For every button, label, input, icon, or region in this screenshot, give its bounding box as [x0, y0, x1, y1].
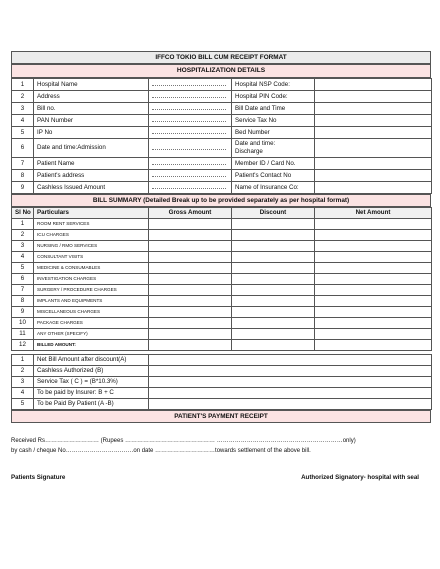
- bill-row: [12, 318, 432, 329]
- bill-row-number: 9: [12, 307, 34, 318]
- bill-row: [12, 307, 432, 318]
- bill-row-number: 1: [12, 219, 34, 230]
- patient-signature-label: Patients Signature: [11, 474, 66, 481]
- bill-row-number: 2: [12, 230, 34, 241]
- bill-row: [12, 285, 432, 296]
- col-particulars: Particulars: [34, 208, 149, 219]
- bill-row-gross[interactable]: [149, 252, 232, 263]
- hosp-row: [12, 79, 432, 91]
- bill-row-particular: MISCELLANEOUS CHARGES: [34, 307, 149, 318]
- bill-row-discount[interactable]: [232, 318, 315, 329]
- hosp-row-label-right: Hospital NSP Code:: [232, 79, 315, 91]
- hosp-row-value[interactable]: [149, 182, 232, 194]
- hosp-row-number: 6: [12, 139, 34, 158]
- hosp-row: [12, 127, 432, 139]
- receipt-line-payment: by cash / cheque No……………………….……on date …………………………towards settlement of the above bill.: [11, 448, 311, 454]
- bill-row-discount[interactable]: [232, 219, 315, 230]
- bill-row-discount[interactable]: [232, 340, 315, 351]
- summary-row-number: 3: [12, 377, 34, 388]
- hosp-row-label-right: Bill Date and Time: [232, 103, 315, 115]
- hosp-row-label-right: Service Tax No: [232, 115, 315, 127]
- bill-row-discount[interactable]: [232, 252, 315, 263]
- hosp-row-label: Date and time:Admission: [34, 139, 149, 158]
- bill-row-number: 5: [12, 263, 34, 274]
- hosp-row-value-right[interactable]: [315, 158, 432, 170]
- bill-row-number: 12: [12, 340, 34, 351]
- hosp-row: [12, 158, 432, 170]
- bill-row-particular: ROOM RENT SERVICES: [34, 219, 149, 230]
- summary-row-value[interactable]: [149, 377, 432, 388]
- hosp-row-number: 2: [12, 91, 34, 103]
- hosp-row-label: Bill no.: [34, 103, 149, 115]
- bill-row-particular: IMPLANTS AND EQUIPMENTS: [34, 296, 149, 307]
- hosp-row-value-right[interactable]: [315, 170, 432, 182]
- payment-receipt-header: PATIENT'S PAYMENT RECEIPT: [11, 410, 431, 423]
- bill-row-particular: SURGERY / PROCEDURE CHARGES: [34, 285, 149, 296]
- hosp-row-label: Cashless Issued Amount: [34, 182, 149, 194]
- hosp-row-value-right[interactable]: [315, 79, 432, 91]
- bill-row-particular: PACKAGE CHARGES: [34, 318, 149, 329]
- authorized-signatory-label: Authorized Signatory- hospital with seal: [301, 474, 419, 481]
- col-gross-amount: Gross Amount: [149, 208, 232, 219]
- bill-row-particular: INVESTIGATION CHARGES: [34, 274, 149, 285]
- bill-row: [12, 329, 432, 340]
- bill-row-particular: MEDICINE & CONSUMABLES: [34, 263, 149, 274]
- bill-row-number: 11: [12, 329, 34, 340]
- hosp-row-number: 7: [12, 158, 34, 170]
- hosp-row-value[interactable]: [149, 103, 232, 115]
- bill-row-gross[interactable]: [149, 219, 232, 230]
- hosp-row-value-right[interactable]: [315, 127, 432, 139]
- bill-row-gross[interactable]: [149, 274, 232, 285]
- bill-row: [12, 241, 432, 252]
- bill-row-particular: NURSING / RMO SERVICES: [34, 241, 149, 252]
- summary-row-number: 5: [12, 399, 34, 410]
- bill-row-net[interactable]: [315, 329, 432, 340]
- hosp-row-value-right[interactable]: [315, 103, 432, 115]
- hosp-row: [12, 103, 432, 115]
- hosp-row-value-right[interactable]: [315, 115, 432, 127]
- bill-row-net[interactable]: [315, 307, 432, 318]
- hosp-row: [12, 115, 432, 127]
- bill-row-number: 8: [12, 296, 34, 307]
- summary-row: [12, 355, 432, 366]
- bill-row-discount[interactable]: [232, 296, 315, 307]
- bill-row-net[interactable]: [315, 252, 432, 263]
- bill-summary-table: [11, 207, 432, 351]
- bill-row-gross[interactable]: [149, 296, 232, 307]
- hosp-row-label-right: Name of Insurance Co:: [232, 182, 315, 194]
- summary-row: [12, 399, 432, 410]
- bill-row-particular: CONSULTANT VISITS: [34, 252, 149, 263]
- hosp-row-value-right[interactable]: [315, 182, 432, 194]
- bill-row-net[interactable]: [315, 241, 432, 252]
- summary-row-label: To be Paid By Patient (A -B): [34, 399, 149, 410]
- bill-row-gross[interactable]: [149, 263, 232, 274]
- col-slno: Sl No: [12, 208, 34, 219]
- bill-row: [12, 252, 432, 263]
- bill-row-gross[interactable]: [149, 307, 232, 318]
- bill-row-number: 7: [12, 285, 34, 296]
- hosp-row: [12, 139, 432, 158]
- summary-row-number: 4: [12, 388, 34, 399]
- bill-row-discount[interactable]: [232, 241, 315, 252]
- hosp-row-value[interactable]: [149, 127, 232, 139]
- summary-row-label: Net Bill Amount after discount(A): [34, 355, 149, 366]
- bill-row-number: 4: [12, 252, 34, 263]
- summary-row-label: Cashless Authorized (B): [34, 366, 149, 377]
- hosp-row-label-right: Date and time: Discharge: [232, 139, 315, 158]
- hosp-row: [12, 182, 432, 194]
- bill-row: [12, 296, 432, 307]
- hosp-row: [12, 91, 432, 103]
- summary-row-value[interactable]: [149, 388, 432, 399]
- hosp-row-label-right: Hospital PIN Code:: [232, 91, 315, 103]
- hospitalization-table: [11, 78, 432, 194]
- hosp-row-label: PAN Number: [34, 115, 149, 127]
- bill-row-gross[interactable]: [149, 340, 232, 351]
- hosp-row-value[interactable]: [149, 158, 232, 170]
- bill-row-number: 6: [12, 274, 34, 285]
- hosp-row-number: 3: [12, 103, 34, 115]
- bill-row-particular: BILLED AMOUNT:: [34, 340, 149, 351]
- bill-row-discount[interactable]: [232, 285, 315, 296]
- bill-row-net[interactable]: [315, 230, 432, 241]
- bill-row-gross[interactable]: [149, 241, 232, 252]
- hosp-row-value[interactable]: [149, 91, 232, 103]
- hosp-row-label: IP No: [34, 127, 149, 139]
- hosp-row-value[interactable]: [149, 139, 232, 158]
- summary-row-value[interactable]: [149, 366, 432, 377]
- summary-row: [12, 388, 432, 399]
- hosp-row-number: 8: [12, 170, 34, 182]
- bill-table-header-row: [12, 208, 432, 219]
- bill-row-gross[interactable]: [149, 318, 232, 329]
- bill-receipt-form: [11, 51, 431, 481]
- bill-row-number: 10: [12, 318, 34, 329]
- bill-row-gross[interactable]: [149, 230, 232, 241]
- hosp-row-label: Address: [34, 91, 149, 103]
- bill-summary-header: BILL SUMMARY (Detailed Break up to be provided separately as per hospital format): [11, 194, 431, 207]
- bill-row-particular: ICU CHARGES: [34, 230, 149, 241]
- bill-row-net[interactable]: [315, 219, 432, 230]
- hosp-row-label-right: Member ID / Card No.: [232, 158, 315, 170]
- bill-row: [12, 219, 432, 230]
- bill-row-net[interactable]: [315, 285, 432, 296]
- bill-row: [12, 274, 432, 285]
- bill-row-discount[interactable]: [232, 230, 315, 241]
- hosp-row-label-right: Patient's Contact No: [232, 170, 315, 182]
- hosp-row-value[interactable]: [149, 115, 232, 127]
- summary-row-value[interactable]: [149, 399, 432, 410]
- hosp-row-value-right[interactable]: [315, 91, 432, 103]
- col-net-amount: Net Amount: [315, 208, 432, 219]
- bill-row-net[interactable]: [315, 340, 432, 351]
- hosp-row-label-right: Bed Number: [232, 127, 315, 139]
- amount-summary-table: [11, 354, 432, 410]
- bill-row: [12, 230, 432, 241]
- bill-row-discount[interactable]: [232, 263, 315, 274]
- summary-row-label: Service Tax ( C ) = (B*10.3%): [34, 377, 149, 388]
- hospitalization-details-header: HOSPITALIZATION DETAILS: [11, 64, 431, 78]
- bill-row-discount[interactable]: [232, 307, 315, 318]
- bill-row-net[interactable]: [315, 318, 432, 329]
- bill-row: [12, 340, 432, 351]
- summary-row-label: To be paid by Insurer: B + C: [34, 388, 149, 399]
- col-discount: Discount: [232, 208, 315, 219]
- hosp-row-number: 1: [12, 79, 34, 91]
- hosp-row-number: 9: [12, 182, 34, 194]
- hosp-row-value-right[interactable]: [315, 139, 432, 158]
- hosp-row-number: 5: [12, 127, 34, 139]
- hosp-row-label: Patient Name: [34, 158, 149, 170]
- hosp-row-value[interactable]: [149, 170, 232, 182]
- bill-row-gross[interactable]: [149, 285, 232, 296]
- hosp-row-number: 4: [12, 115, 34, 127]
- summary-row-value[interactable]: [149, 355, 432, 366]
- summary-row-number: 1: [12, 355, 34, 366]
- bill-row-gross[interactable]: [149, 329, 232, 340]
- bill-row-net[interactable]: [315, 296, 432, 307]
- receipt-line-amount: Received Rs……………………… (Rupees ……………………………………… ………………………………………………………only): [11, 438, 356, 444]
- bill-row-net[interactable]: [315, 274, 432, 285]
- hosp-row-value[interactable]: [149, 79, 232, 91]
- summary-row: [12, 377, 432, 388]
- form-title: IFFCO TOKIO BILL CUM RECEIPT FORMAT: [11, 51, 431, 64]
- hosp-row-label: Patient's address: [34, 170, 149, 182]
- bill-row-number: 3: [12, 241, 34, 252]
- hosp-row-label: Hospital Name: [34, 79, 149, 91]
- bill-row: [12, 263, 432, 274]
- hosp-row: [12, 170, 432, 182]
- summary-row: [12, 366, 432, 377]
- bill-row-discount[interactable]: [232, 274, 315, 285]
- bill-row-discount[interactable]: [232, 329, 315, 340]
- summary-row-number: 2: [12, 366, 34, 377]
- bill-row-particular: ANY OTHER (SPECIFY): [34, 329, 149, 340]
- bill-row-net[interactable]: [315, 263, 432, 274]
